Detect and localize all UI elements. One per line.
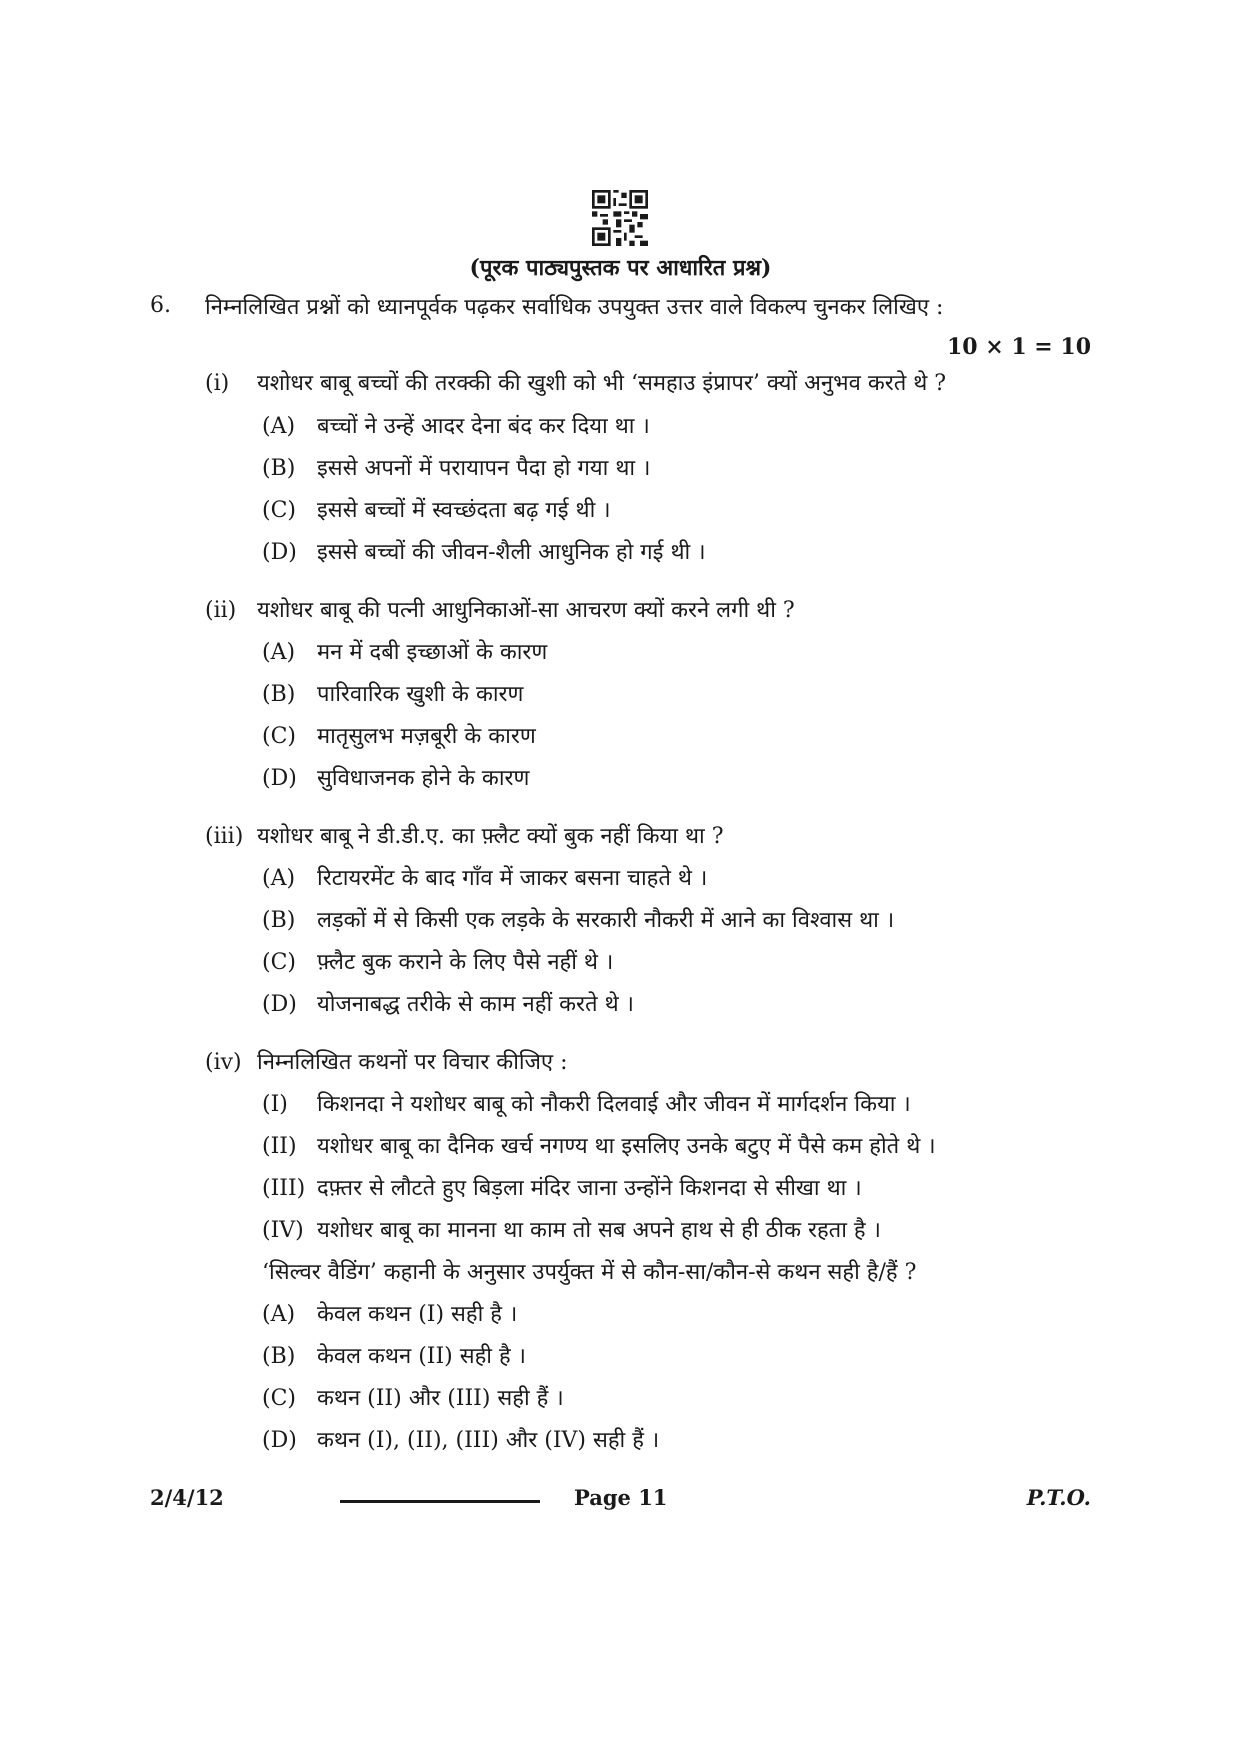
option-text: कथन (II) और (III) सही हैं । [317,1386,564,1411]
option-letter: (B) [262,682,296,707]
option-letter: (C) [262,724,296,749]
option-text: इससे अपनों में परायापन पैदा हो गया था । [317,456,651,481]
option-letter: (A) [262,1302,296,1327]
option-2a [262,639,547,667]
statement-number: (IV) [262,1218,304,1243]
option-3b [262,907,894,935]
option-text: मन में दबी इच्छाओं के कारण [317,640,548,665]
statement-3 [262,1175,862,1203]
subquestion-1 [205,370,946,398]
subquestion-text: यशोधर बाबू ने डी.डी.ए. का फ़्लैट क्यों बुक नहीं किया था ? [257,824,724,849]
option-4b [262,1343,526,1371]
option-text: कथन (I), (II), (III) और (IV) सही हैं । [317,1428,660,1453]
paper-code: 2/4/12 [150,1485,224,1510]
option-letter: (B) [262,456,296,481]
option-text: पारिवारिक खुशी के कारण [317,682,524,707]
option-3a [262,865,707,893]
statement-number: (III) [262,1176,306,1201]
option-2c [262,723,536,751]
subquestion-text: निम्नलिखित कथनों पर विचार कीजिए : [257,1050,568,1075]
option-letter: (A) [262,866,296,891]
subquestion-4 [205,1049,568,1077]
option-2b [262,681,523,709]
option-text: योजनाबद्ध तरीके से काम नहीं करते थे । [317,992,634,1017]
option-letter: (A) [262,414,296,439]
statement-text: दफ़्तर से लौटते हुए बिड़ला मंदिर जाना उन्होंने किशनदा से सीखा था । [317,1176,862,1201]
option-1b [262,455,650,483]
option-text: बच्चों ने उन्हें आदर देना बंद कर दिया था । [317,414,650,439]
option-text: फ़्लैट बुक कराने के लिए पैसे नहीं थे । [317,950,614,975]
statement-number: (I) [262,1092,288,1117]
question-number: 6. [150,293,171,318]
option-1a [262,413,650,441]
option-1c [262,497,611,525]
option-letter: (C) [262,950,296,975]
option-text: केवल कथन (I) सही है । [317,1302,518,1327]
statement-1 [262,1091,911,1119]
statement-text: यशोधर बाबू का दैनिक खर्च नगण्य था इसलिए उनके बटुए में पैसे कम होते थे । [317,1134,936,1159]
option-letter: (D) [262,540,297,565]
option-text: सुविधाजनक होने के कारण [317,766,530,791]
option-letter: (A) [262,640,296,665]
subquestion-3 [205,823,724,851]
statement-text: यशोधर बाबू का मानना था काम तो सब अपने हाथ से ही ठीक रहता है । [317,1218,881,1243]
option-1d [262,539,706,567]
statement-prompt: ‘सिल्वर वैडिंग’ कहानी के अनुसार उपर्युक्त में से कौन-सा/कौन-से कथन सही है/हैं ? [262,1260,917,1285]
page-number: Page 11 [574,1485,668,1510]
option-4d [262,1427,659,1455]
option-letter: (B) [262,1344,296,1369]
option-text: इससे बच्चों की जीवन-शैली आधुनिक हो गई थी । [317,540,706,565]
section-title: (पूरक पाठ्यपुस्तक पर आधारित प्रश्न) [469,255,772,281]
option-letter: (D) [262,1428,297,1453]
statement-4 [262,1217,881,1245]
option-letter: (D) [262,992,297,1017]
option-letter: (B) [262,908,296,933]
option-text: लड़कों में से किसी एक लड़के के सरकारी नौकरी में आने का विश्वास था । [317,908,895,933]
subquestion-text: यशोधर बाबू की पत्नी आधुनिकाओं-सा आचरण क्यों करने लगी थी ? [257,598,795,623]
option-4a [262,1301,517,1329]
option-letter: (D) [262,766,297,791]
option-4c [262,1385,564,1413]
option-3c [262,949,613,977]
option-text: इससे बच्चों में स्वच्छंदता बढ़ गई थी । [317,498,611,523]
option-3d [262,991,634,1019]
subquestion-2 [205,597,795,625]
option-text: मातृसुलभ मज़बूरी के कारण [317,724,536,749]
statement-2 [262,1133,936,1161]
footer-divider [340,1500,540,1503]
subquestion-number: (iii) [205,824,244,849]
option-text: रिटायरमेंट के बाद गाँव में जाकर बसना चाहते थे । [317,866,708,891]
subquestion-text: यशोधर बाबू बच्चों की तरक्की की खुशी को भी ‘समहाउ इंप्रापर’ क्यों अनुभव करते थे ? [257,371,947,396]
subquestion-number: (ii) [205,598,237,623]
option-letter: (C) [262,498,296,523]
option-letter: (C) [262,1386,296,1411]
statement-number: (II) [262,1134,297,1159]
please-turn-over: P.T.O. [1026,1485,1091,1510]
subquestion-number: (iv) [205,1050,242,1075]
question-marks: 10 × 1 = 10 [946,334,1091,360]
subquestion-number: (i) [205,371,230,396]
question-instruction: निम्नलिखित प्रश्नों को ध्यानपूर्वक पढ़कर सर्वाधिक उपयुक्त उत्तर वाले विकल्प चुनकर लिखिए : [205,295,944,320]
option-2d [262,765,529,793]
qr-code-icon [592,190,648,246]
statement-text: किशनदा ने यशोधर बाबू को नौकरी दिलवाई और जीवन में मार्गदर्शन किया । [317,1092,911,1117]
option-text: केवल कथन (II) सही है । [317,1344,526,1369]
